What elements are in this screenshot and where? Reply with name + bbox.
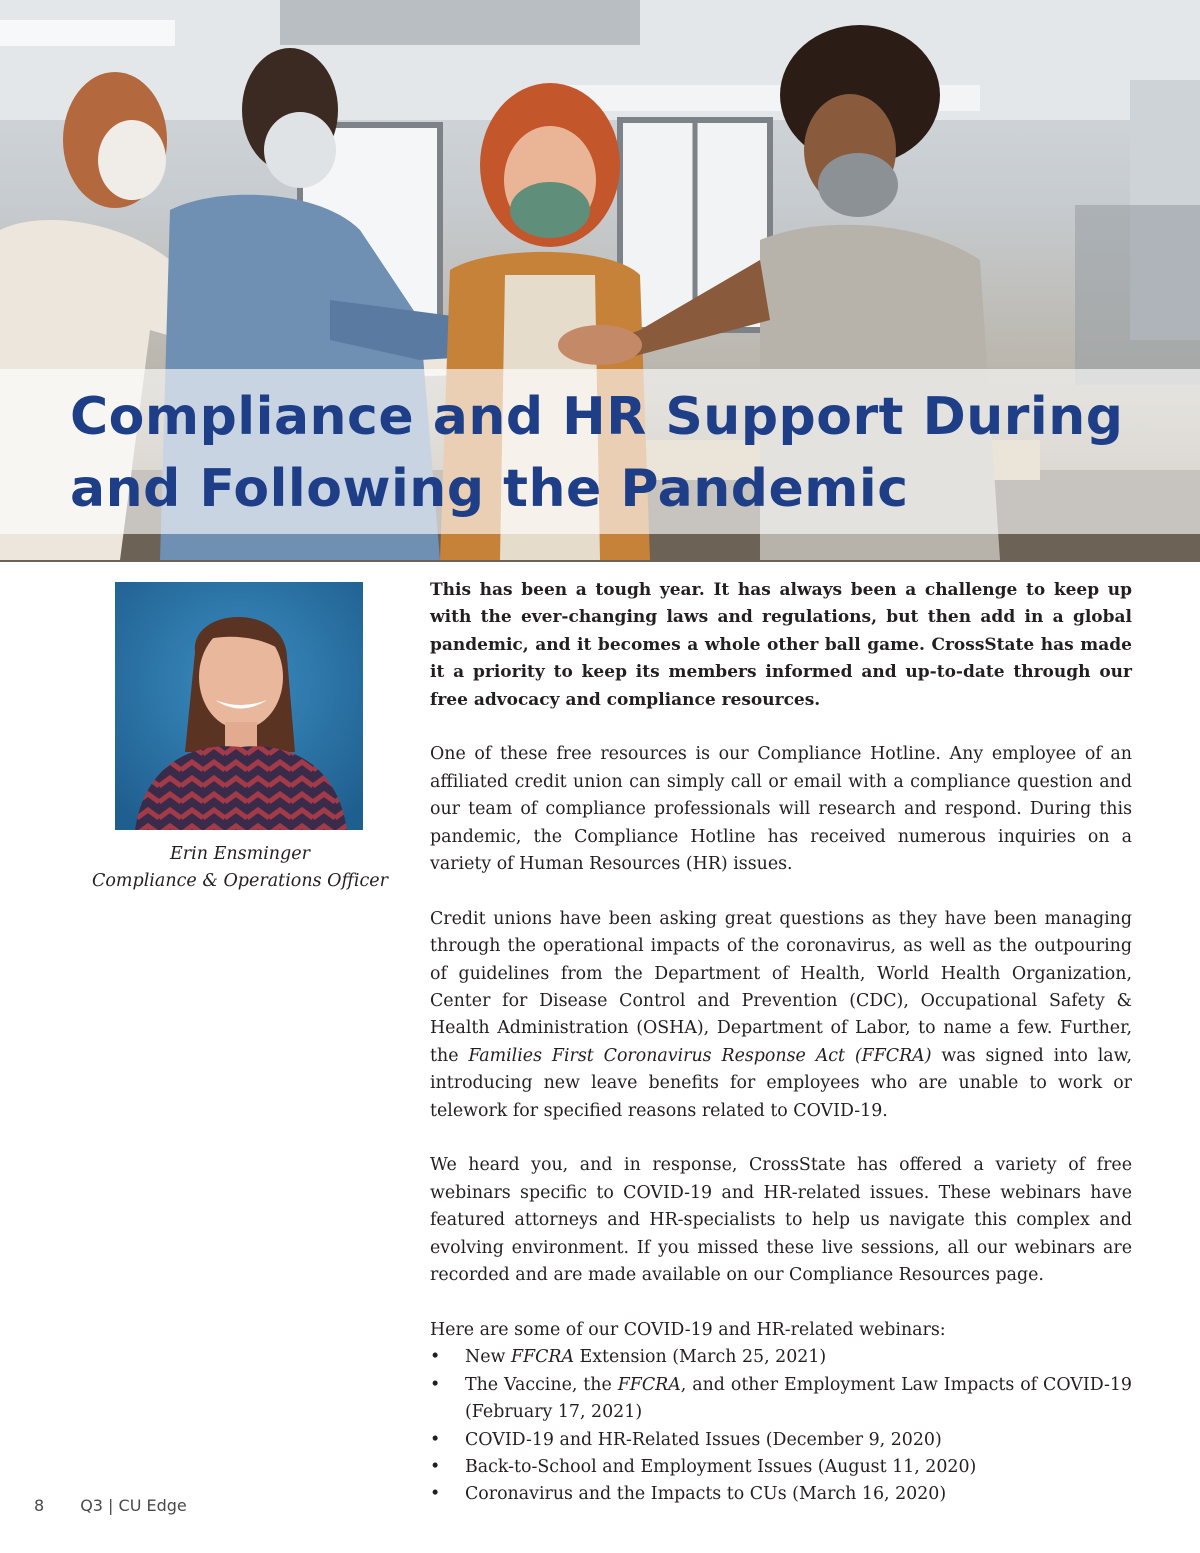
list-item-emphasis: FFCRA	[617, 1374, 681, 1395]
paragraph-webinars: We heard you, and in response, CrossState has offered a variety of free webinars specific to COVID-19 and HR-related issues. These webinars have featured attorneys and HR-specialists to help us navigate this complex and evolving environment. If you missed these live sessions, all our webinars are recorded and are made available on our Compliance Resources page.	[430, 1155, 1132, 1286]
list-item-emphasis: FFCRA	[510, 1347, 575, 1368]
list-item-text: The Vaccine, the	[465, 1374, 618, 1395]
list-item	[430, 1481, 1132, 1508]
author-portrait-illustration	[115, 582, 363, 830]
list-item-text: New	[465, 1347, 511, 1368]
webinar-list-lead: Here are some of our COVID-19 and HR-related webinars:	[430, 1319, 946, 1340]
author-caption	[90, 841, 390, 895]
list-item-text: Extension (March 25, 2021)	[574, 1347, 827, 1368]
list-item	[430, 1344, 1132, 1371]
page-footer	[34, 1496, 187, 1515]
hero-photo	[0, 0, 1200, 562]
author-portrait	[115, 582, 363, 830]
paragraph-guidelines	[430, 906, 1132, 1125]
title-line-1: Compliance and HR Support During	[70, 387, 1124, 447]
list-item	[430, 1427, 1132, 1454]
list-item-text: Coronavirus and the Impacts to CUs (March 16, 2020)	[465, 1484, 947, 1505]
page-title	[70, 381, 1170, 525]
author-role: Compliance & Operations Officer	[91, 871, 389, 891]
title-line-2: and Following the Pandemic	[70, 459, 909, 519]
list-item-text: Back-to-School and Employment Issues (August 11, 2020)	[465, 1456, 977, 1477]
page-number: 8	[34, 1496, 45, 1515]
article-body	[430, 577, 1132, 1509]
list-item-text: , and other Employment Law Impacts of COVID-19 (February 17, 2021)	[465, 1374, 1132, 1423]
paragraph-guidelines-part-2: was signed into law, introducing new leave benefits for employees who are unable to work or telework for specified reasons related to COVID-19.	[430, 1045, 1132, 1121]
publication-name: Q3 | CU Edge	[80, 1496, 187, 1515]
list-item	[430, 1454, 1132, 1481]
list-item-text: COVID-19 and HR-Related Issues (December 9, 2020)	[465, 1429, 942, 1450]
author-name: Erin Ensminger	[170, 844, 310, 864]
intro-paragraph: This has been a tough year. It has always been a challenge to keep up with the ever-changing laws and regulations, but then add in a global pandemic, and it becomes a whole other ball game. CrossState has made it a priority to keep its members informed and up-to-date through our free advocacy and compliance resources.	[430, 580, 1132, 710]
paragraph-hotline: One of these free resources is our Compliance Hotline. Any employee of an affiliated credit union can simply call or email with a compliance question and our team of compliance professionals will research and respond. During this pandemic, the Compliance Hotline has received numerous inquiries on a variety of Human Resources (HR) issues.	[430, 744, 1132, 875]
paragraph-guidelines-part-1: Credit unions have been asking great questions as they have been managing through the operational impacts of the coronavirus, as well as the outpouring of guidelines from the Department of Health, World Health Organization, Center for Disease Control and Prevention (CDC), Occupational Safety & Health Administration (OSHA), Department of Labor, to name a few. Further, the	[430, 908, 1132, 1066]
webinar-list	[430, 1344, 1132, 1508]
ffcra-act-name: Families First Coronavirus Response Act (FFCRA)	[468, 1045, 932, 1066]
list-item	[430, 1372, 1132, 1427]
